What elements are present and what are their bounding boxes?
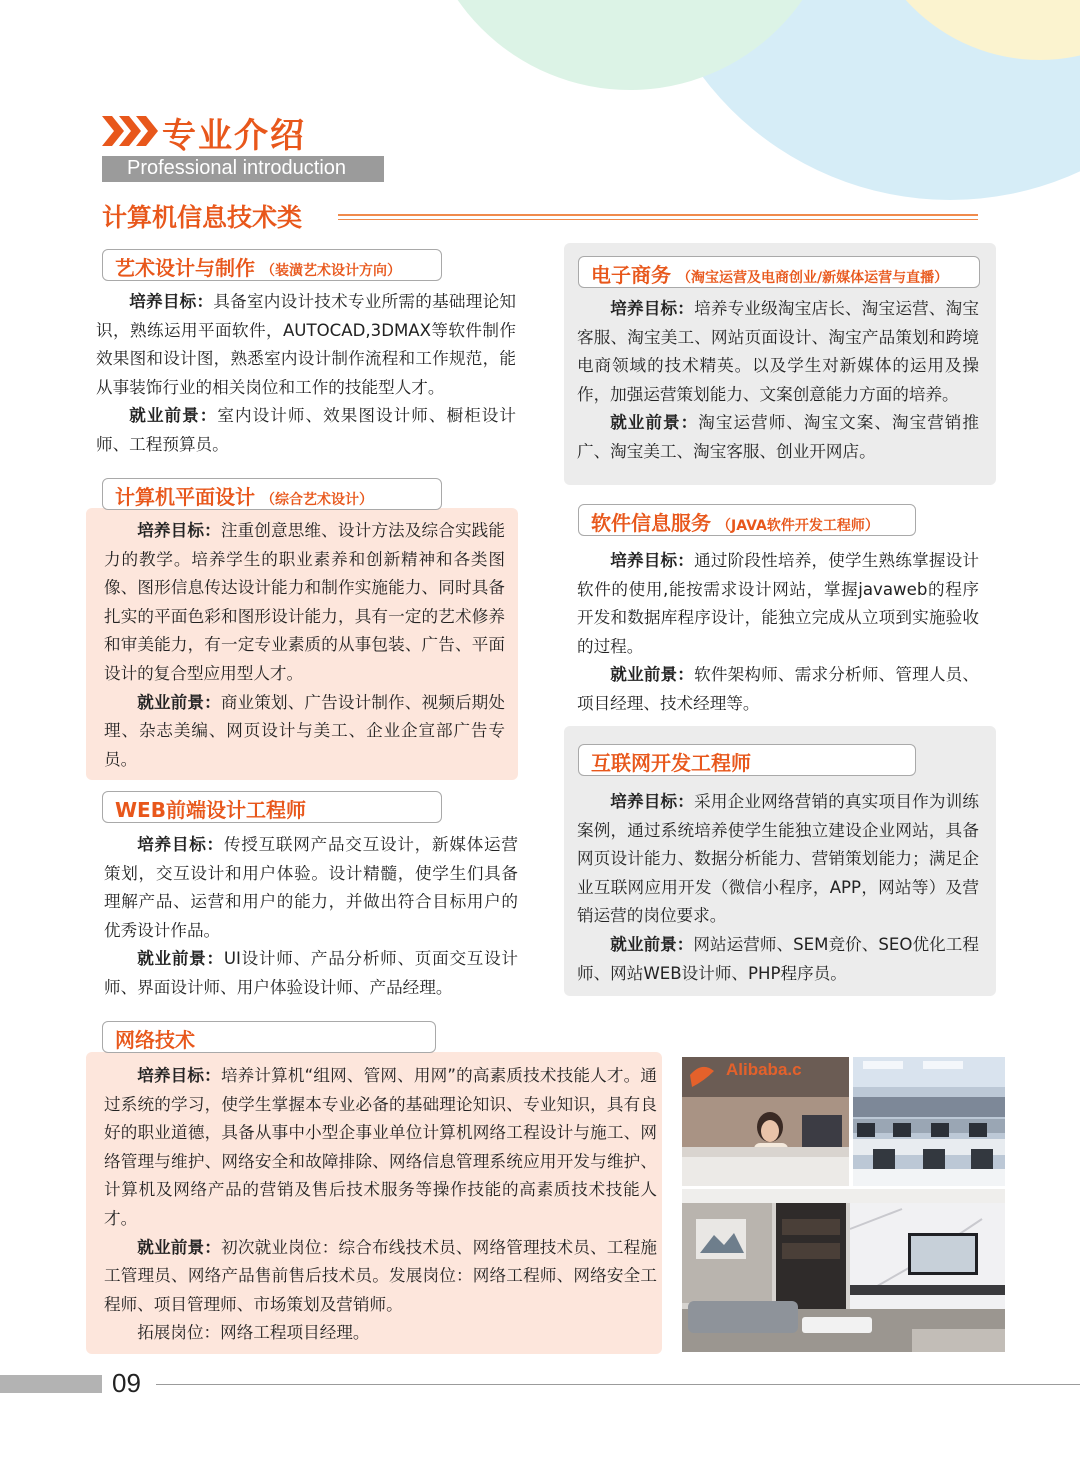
major-tag-web-frontend	[102, 791, 442, 823]
category-divider	[338, 219, 978, 220]
career-text: 网站运营师、SEM竞价、SEO优化工程师、网站WEB设计师、PHP程序员。	[577, 934, 979, 983]
major-name: WEB前端设计工程师	[115, 798, 306, 822]
goal-text: 具备室内设计技术专业所需的基础理论知识，熟练运用平面软件，AUTOCAD,3DMAX等软件制作效果图和设计图，熟悉室内设计制作流程和工作规范，能从事装饰行业的相关岗位和工作的技能型人才。	[96, 292, 516, 397]
category-title: 计算机信息技术类	[102, 203, 303, 232]
career-label: 就业前景：	[137, 949, 224, 969]
goal-text: 培养计算机“组网、管网、用网”的高素质技术技能人才。通过系统的学习，使学生掌握本专业必备的基础理论知识、专业知识，具有良好的职业道德，具备从事中小型企事业单位计算机网络工程设计与施工、网络管理与维护、网络安全和故障排除、网络信息管理系统应用开发与维护、计算机及网络产品的营销及售后技术服务等操作技能的高素质技术技能人才。	[104, 1066, 657, 1228]
goal-label: 培养目标：	[137, 1066, 221, 1085]
career-text: 室内设计师、效果图设计师、橱柜设计师、工程预算员。	[96, 406, 517, 454]
career-text: 初次就业岗位：综合布线技术员、网络管理技术员、工程施工管理员、网络产品售前售后技术员。发展岗位：网络工程师、网络安全工程师、项目管理师、市场策划及营销师。	[104, 1237, 658, 1314]
major-name: 艺术设计与制作	[115, 256, 255, 280]
career-label: 就业前景：	[610, 934, 694, 954]
photo-computer-lab	[853, 1057, 1005, 1186]
page-title: 专业介绍	[162, 116, 306, 156]
major-description-network	[104, 1062, 657, 1348]
extra-career-text: 拓展岗位：网络工程项目经理。	[137, 1323, 370, 1343]
major-description-software-service	[577, 547, 979, 719]
chevron-right-icon	[136, 116, 162, 146]
goal-label: 培养目标：	[610, 551, 695, 570]
major-description-ecommerce	[577, 295, 979, 467]
career-label: 就业前景：	[129, 406, 218, 426]
category-divider	[338, 214, 978, 216]
career-label: 就业前景：	[137, 692, 221, 712]
goal-text: 注重创意思维、设计方法及综合实践能力的教学。培养学生的职业素养和创新精神和各类图像、图形信息传达设计能力和制作实施能力、同时具备扎实的平面色彩和图形设计能力，具有一定的艺术修养和审美能力，有一定专业素质的从事包装、广告、平面设计的复合型应用型人才。	[104, 521, 506, 683]
career-text: UI设计师、产品分析师、页面交互设计师、界面设计师、用户体验设计师、产品经理。	[104, 949, 519, 997]
page-number: 09	[112, 1368, 141, 1398]
career-text: 软件架构师、需求分析师、管理人员、项目经理、技术经理等。	[577, 665, 980, 713]
career-label: 就业前景：	[610, 665, 695, 685]
major-direction: （综合艺术设计）	[261, 492, 373, 508]
major-tag-ecommerce	[578, 256, 980, 288]
major-tag-art-design	[102, 249, 442, 281]
goal-text: 通过阶段性培养，使学生熟练掌握设计软件的使用,能按需求设计网站，掌握javaweb的程序开发和数据库程序设计，能独立完成从立项到实施验收的过程。	[577, 551, 980, 656]
goal-text: 采用企业网络营销的真实项目作为训练案例，通过系统培养使学生能独立建设企业网站，具备网页设计能力、数据分析能力、营销策划能力；满足企业互联网应用开发（微信小程序，APP，网站等）及营销运营的岗位要求。	[577, 792, 980, 926]
major-name: 软件信息服务	[591, 511, 711, 535]
major-name: 互联网开发工程师	[591, 751, 751, 775]
photo-living-room-design	[682, 1189, 1005, 1352]
goal-label: 培养目标：	[610, 299, 695, 318]
goal-text: 传授互联网产品交互设计，新媒体运营策划，交互设计和用户体验。设计精髓，使学生们具备理解产品、运营和用户的能力，并做出符合目标用户的优秀设计作品。	[104, 835, 518, 940]
alibaba-sign-text: Alibaba.c	[726, 1060, 802, 1079]
major-description-internet-dev	[577, 788, 979, 988]
goal-label: 培养目标：	[137, 835, 224, 854]
major-direction: （装潢艺术设计方向）	[261, 263, 401, 279]
goal-label: 培养目标：	[610, 792, 695, 811]
major-direction: （淘宝运营及电商创业/新媒体运营与直播）	[677, 270, 949, 286]
subtitle-bar	[102, 156, 384, 182]
page-subtitle: Professional introduction	[127, 157, 347, 179]
major-description-art-design	[96, 288, 516, 460]
major-name: 计算机平面设计	[115, 485, 255, 509]
career-text: 商业策划、广告设计制作、视频后期处理、杂志美编、网页设计与美工、企业企宣部广告专员。	[104, 692, 506, 769]
career-label: 就业前景：	[610, 413, 699, 433]
goal-label: 培养目标：	[137, 521, 221, 540]
major-tag-software-service	[578, 504, 916, 536]
photo-alibaba-office	[682, 1057, 849, 1186]
major-name: 电子商务	[591, 263, 671, 287]
major-tag-network	[102, 1021, 436, 1053]
career-label: 就业前景：	[137, 1237, 222, 1257]
major-description-web-frontend	[104, 831, 518, 1003]
goal-label: 培养目标：	[129, 292, 214, 311]
footer-divider	[156, 1384, 1080, 1385]
major-name: 网络技术	[115, 1028, 195, 1052]
goal-text: 培养专业级淘宝店长、淘宝运营、淘宝客服、淘宝美工、网站页面设计、淘宝产品策划和跨境电商领域的技术精英。以及学生对新媒体的运用及操作，加强运营策划能力、文案创意能力方面的培养。	[577, 299, 980, 404]
major-tag-internet-dev	[578, 744, 916, 776]
major-tag-graphic-design	[102, 478, 442, 510]
career-text: 淘宝运营师、淘宝文案、淘宝营销推广、淘宝美工、淘宝客服、创业开网店。	[577, 413, 980, 461]
footer-bar	[0, 1375, 102, 1393]
major-direction: （JAVA软件开发工程师）	[717, 518, 879, 534]
major-description-graphic-design	[104, 517, 505, 774]
